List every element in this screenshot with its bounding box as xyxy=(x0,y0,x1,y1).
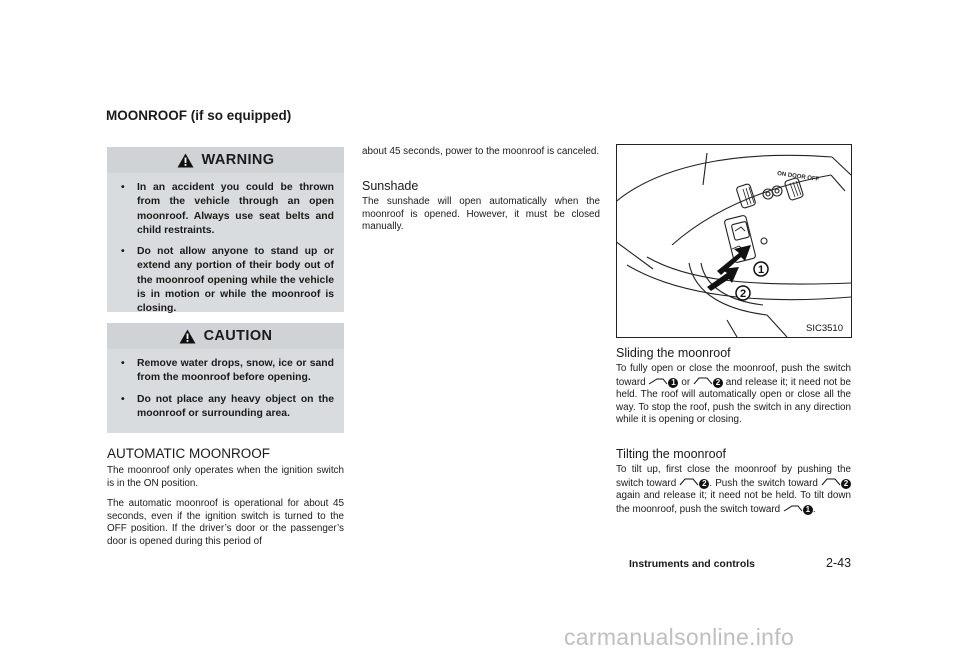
footer-chapter: Instruments and controls xyxy=(629,558,756,570)
slide-switch-icon xyxy=(821,477,841,487)
callout-1-badge: 1 xyxy=(668,378,678,388)
warning-header xyxy=(107,147,344,173)
callout-2-number: 2 xyxy=(739,288,747,300)
caution-label: CAUTION xyxy=(203,328,273,344)
slide-switch-icon xyxy=(693,376,713,386)
warning-label: WARNING xyxy=(201,152,275,168)
slide-switch-icon xyxy=(679,477,699,487)
callout-1-badge: 1 xyxy=(803,505,813,515)
warning-box xyxy=(107,147,344,315)
warning-icon xyxy=(177,153,194,168)
warning-item: • In an accident you could be thrown from the vehicle through an open moonroof. Always use seat belts and child restraints. xyxy=(121,182,334,236)
caution-item: • Do not place any heavy object on the moonroof or surrounding area. xyxy=(121,393,334,419)
sunshade-text: The sunshade will open automatically when the moonroof is opened. However, it must be closed manually. xyxy=(362,196,600,233)
caution-header xyxy=(107,323,344,349)
moonroof-switch-illustration xyxy=(617,145,851,337)
sliding-heading: Sliding the moonroof xyxy=(616,346,731,360)
callout-1-number: 1 xyxy=(757,264,765,276)
tilting-heading: Tilting the moonroof xyxy=(616,447,727,461)
automatic-para-1: The moonroof only operates when the ignition switch is in the ON position. xyxy=(107,465,344,489)
callout-2-badge: 2 xyxy=(713,378,723,388)
tilt-switch-icon xyxy=(648,376,668,386)
caution-item: • Remove water drops, snow, ice or sand from the moonroof before opening. xyxy=(121,358,334,384)
sunshade-heading: Sunshade xyxy=(362,179,419,193)
switch-label: ON DOOR OFF xyxy=(776,171,820,183)
moonroof-switch-figure xyxy=(616,144,852,338)
caution-icon xyxy=(179,329,196,344)
callout-2-badge: 2 xyxy=(699,479,709,489)
page-number: 2-43 xyxy=(826,556,852,570)
tilting-text: To tilt up, first close the moonroof by pushing the switch toward 2 . Push the switch toward 2 again and release it; it need not be held. To tilt down the moonroof, push the switch toward 1 . xyxy=(616,464,851,515)
callout-2-badge: 2 xyxy=(841,479,851,489)
warning-item: • Do not allow anyone to stand up or extend any portion of their body out of the moonroof opening while the vehicle is in motion or while the moonroof is closing. xyxy=(121,246,334,315)
sliding-text: To fully open or close the moonroof, push the switch toward 1 or 2 and release it; it need not be held. The roof will automatically open or close all the way. To stop the roof, push the switch in any direction while it is opening or closing. xyxy=(616,363,851,426)
tilt-switch-icon xyxy=(783,503,803,513)
watermark: carmanualsonline.info xyxy=(564,624,795,650)
automatic-para-2-cont: about 45 seconds, power to the moonroof is canceled. xyxy=(362,146,600,157)
figure-code: SIC3510 xyxy=(806,323,843,334)
automatic-para-2: The automatic moonroof is operational for about 45 seconds, even if the ignition switch is turned to the OFF position. If the driver’s door or the passenger’s door is opened during this period of xyxy=(107,498,344,547)
section-title: MOONROOF (if so equipped) xyxy=(106,108,292,123)
automatic-heading: AUTOMATIC MOONROOF xyxy=(107,446,270,461)
caution-box xyxy=(107,323,344,433)
